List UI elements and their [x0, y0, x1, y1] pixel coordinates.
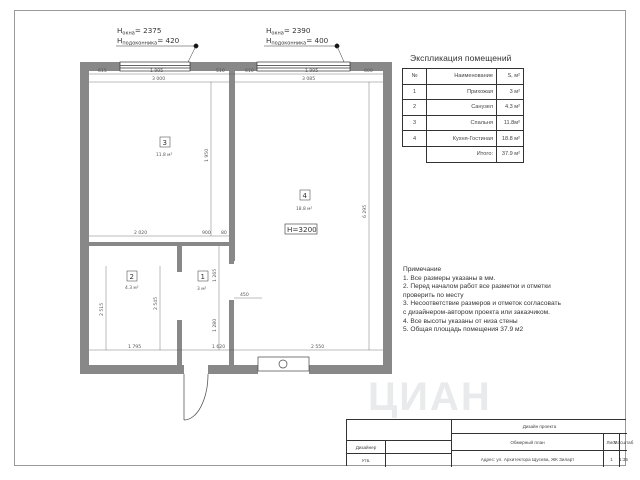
stamp-sheet-num: 1: [603, 450, 619, 467]
svg-text:6 295: 6 295: [363, 204, 368, 218]
table-cell: Санузел: [427, 100, 497, 116]
stamp-address: Адрес: ул. Архитектора Щусева, ЖК Зиларт: [451, 450, 603, 467]
table-header-row: [403, 69, 524, 85]
svg-text:H=3200: H=3200: [287, 225, 317, 234]
svg-text:80: 80: [221, 231, 227, 236]
table-total-label: Итого:: [427, 146, 497, 162]
notes-line: 3. Несоответствие размеров и отметок согласовать: [403, 300, 561, 308]
legend-title: Экспликация помещений: [410, 53, 512, 63]
svg-text:Hподоконника= 420: $H_{подоконника}= 420$: [117, 36, 180, 47]
stamp-scale-value: 1:35: [619, 450, 627, 467]
svg-text:610: 610: [245, 69, 254, 74]
stamp-sheet-label: Лист: [603, 433, 619, 450]
entry-door: [184, 374, 208, 420]
table-cell-empty: [403, 146, 427, 162]
room-1-label: [197, 271, 208, 292]
svg-text:3 000: 3 000: [152, 77, 166, 82]
svg-text:3: 3: [162, 139, 167, 147]
table-cell: Прихожая: [427, 84, 497, 100]
table-row: [403, 84, 524, 100]
svg-text:1 995: 1 995: [150, 69, 164, 74]
notes-line: 2. Перед началом работ все разметки и отметки: [403, 283, 551, 291]
svg-text:1 620: 1 620: [212, 345, 226, 350]
dimension-texts: [98, 68, 373, 350]
notes-title: Примечание: [403, 266, 442, 273]
window-leaders: [116, 44, 344, 62]
svg-text:1 265: 1 265: [213, 268, 218, 282]
stamp-sheet-name: Обмерный план: [451, 433, 603, 450]
table-cell: 11.8м²: [497, 115, 524, 131]
svg-text:Hокна= 2375: $H_{окна}= 2375$: [117, 26, 162, 37]
table-cell: 4: [403, 131, 427, 147]
stamp-project: Дизайн проекта: [451, 420, 627, 433]
svg-text:2 545: 2 545: [154, 296, 159, 310]
table-row: [403, 115, 524, 131]
svg-text:900: 900: [202, 231, 211, 236]
table-cell: 4.3 м²: [497, 100, 524, 116]
svg-text:4: 4: [302, 192, 307, 200]
stamp-scale-label: Масштаб: [619, 433, 627, 450]
table-header: S, м²: [497, 69, 524, 85]
svg-text:11.8 м²: 11.8 м²: [156, 153, 173, 158]
svg-text:1 280: 1 280: [213, 318, 218, 332]
svg-text:3 м²: 3 м²: [197, 287, 207, 292]
room-2-label: [125, 271, 139, 291]
table-total-row: [403, 146, 524, 162]
stamp-signature-2: [385, 453, 451, 467]
table-header: №: [403, 69, 427, 85]
svg-text:2 020: 2 020: [134, 231, 148, 236]
svg-text:1: 1: [200, 273, 205, 281]
svg-text:2 550: 2 550: [311, 345, 325, 350]
table-row: [403, 131, 524, 147]
title-block: [346, 419, 634, 466]
notes-line: 4. Все высоты указаны от низа стены: [403, 317, 518, 325]
ceiling-height-box: [285, 224, 317, 234]
svg-text:510: 510: [216, 69, 225, 74]
stamp-approved: Утв.: [347, 453, 385, 467]
stamp-signature-1: [385, 440, 451, 453]
notes-line: с дизайнером-автором проекта или заказчиком.: [403, 308, 550, 316]
room-3-label: [156, 137, 172, 158]
table-cell: Спальня: [427, 115, 497, 131]
svg-text:450: 450: [240, 293, 249, 298]
table-cell: 3: [403, 115, 427, 131]
svg-text:Hподоконника= 400: $H_{подоконника}= 400$: [266, 36, 329, 47]
table-total-value: 37.9 м²: [497, 146, 524, 162]
sill-label-left: [117, 26, 180, 47]
walls: [80, 62, 392, 374]
svg-text:2 515: 2 515: [100, 302, 105, 316]
svg-text:3 085: 3 085: [302, 77, 316, 82]
room-4-label: [296, 190, 312, 212]
svg-text:600: 600: [364, 69, 373, 74]
svg-text:Hокна= 2390: $H_{окна}= 2390$: [266, 26, 311, 37]
table-row: [403, 100, 524, 116]
stamp-designer: Дизайнер: [347, 440, 385, 453]
table-cell: 1: [403, 84, 427, 100]
notes-line: 1. Все размеры указаны в мм.: [403, 274, 496, 282]
notes-block: [403, 266, 561, 335]
explication-table: [402, 68, 524, 163]
svg-text:1 795: 1 795: [128, 345, 142, 350]
table-cell: 2: [403, 100, 427, 116]
table-header: Наименование: [427, 69, 497, 85]
svg-text:1 995: 1 995: [305, 69, 319, 74]
svg-text:615: 615: [98, 69, 107, 74]
svg-text:1 950: 1 950: [205, 148, 210, 162]
window-right: [257, 62, 350, 71]
svg-text:18.8 м²: 18.8 м²: [296, 207, 313, 212]
sill-label-right: [266, 26, 329, 47]
notes-line: 5. Общая площадь помещения 37.9 м2: [403, 326, 524, 334]
dimension-lines: [89, 74, 383, 350]
table-cell: 18.8 м²: [497, 131, 524, 147]
notes-line: проверить по месту: [403, 291, 464, 299]
table-cell: Кухня-Гостиная: [427, 131, 497, 147]
svg-text:2: 2: [129, 273, 134, 281]
table-cell: 3 м²: [497, 84, 524, 100]
svg-text:4.3 м²: 4.3 м²: [125, 286, 139, 291]
watermark: ЦИАН: [368, 375, 492, 419]
kitchen-sink: [258, 357, 309, 371]
